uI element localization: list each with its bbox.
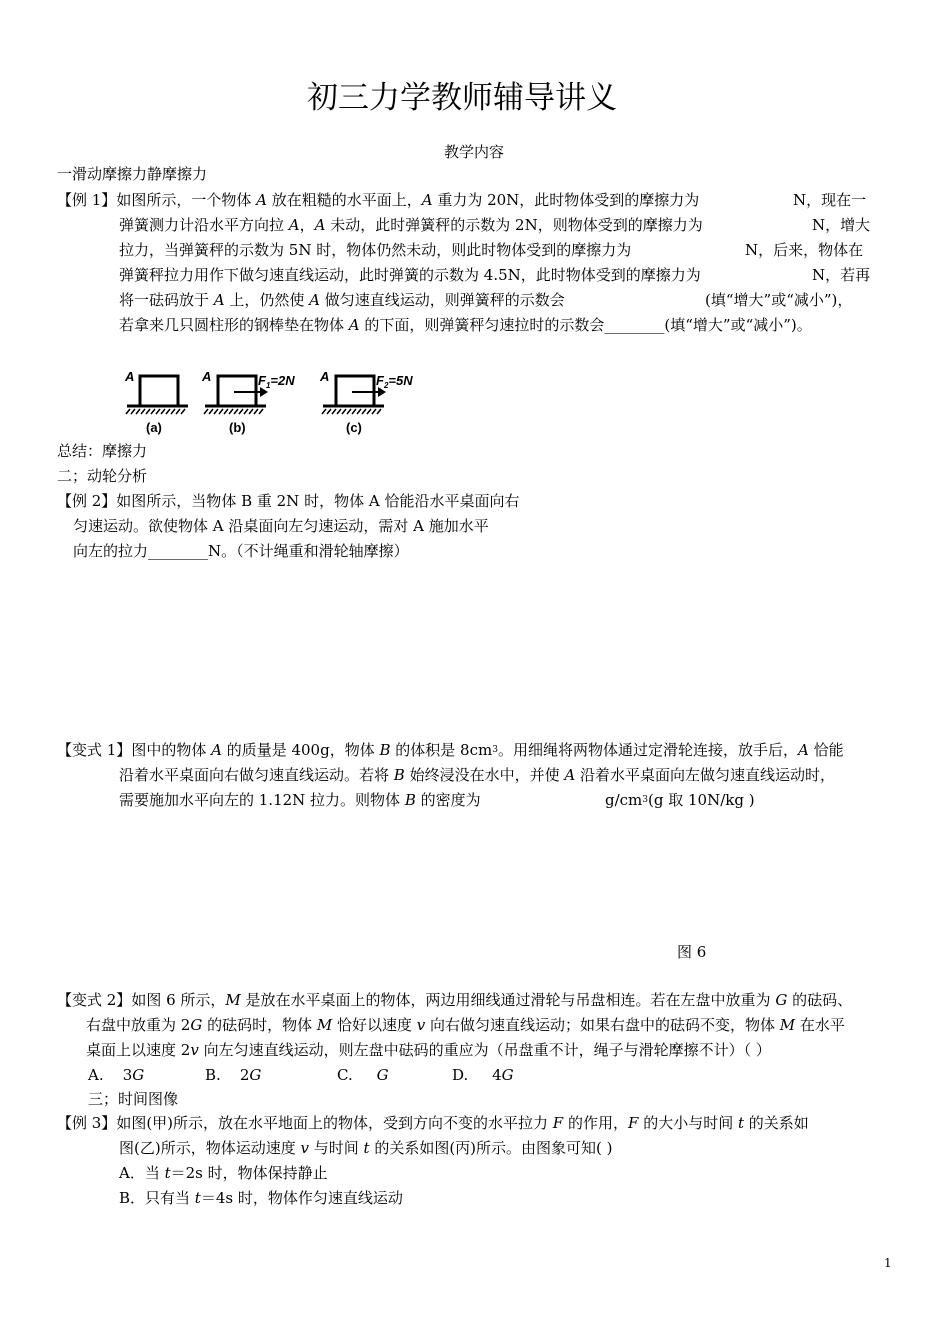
section-3-heading: 三；时间图像 bbox=[88, 1090, 179, 1108]
caption-c: (c) bbox=[346, 420, 362, 435]
example-3-line-1: 【例 3】如图(甲)所示，放在水平地面上的物体，受到方向不变的水平拉力 F 的作用，F 的大小与时间 t 的关系如 bbox=[57, 1114, 809, 1132]
example-1-tag: 【例 1】 bbox=[57, 191, 117, 209]
variant-2-line-1: 【变式 2】如图 6 所示，M 是放在水平桌面上的物体，两边用细线通过滑轮与吊盘相连。若在左盘中放重为 G 的砝码、 bbox=[57, 991, 853, 1009]
example-2-line-1: 【例 2】如图所示，当物体 B 重 2N 时，物体 A 恰能沿水平桌面向右 bbox=[57, 492, 520, 510]
subtitle: 教学内容 bbox=[444, 143, 505, 161]
example-1-line-1: 【例 1】如图所示，一个物体 A 放在粗糙的水平面上，A 重力为 20N，此时物体受到的摩擦力为 bbox=[57, 191, 700, 209]
option-a: A. 3G bbox=[88, 1066, 145, 1084]
label-f2: $F_2=5N$ bbox=[376, 373, 413, 390]
variant-1-line-3-end: $g/cm^3(g$ 取 10N/kg ) bbox=[605, 791, 755, 809]
label-f1: $F_1=2N$ bbox=[258, 373, 295, 390]
variant-2-line-3: 桌面上以速度 2v 向左匀速直线运动，则左盘中砝码的重应为（吊盘重不计，绳子与滑轮摩擦不计）（ ） bbox=[86, 1041, 771, 1059]
caption-a: (a) bbox=[146, 420, 162, 435]
option-b: B. 2G bbox=[205, 1066, 262, 1084]
example-3-tag: 【例 3】 bbox=[57, 1114, 117, 1132]
option-d: D. 4G bbox=[452, 1066, 514, 1084]
block-a bbox=[140, 376, 178, 406]
variant-2-tag: 【变式 2】 bbox=[57, 991, 132, 1009]
label-a-fig-c: A bbox=[320, 369, 330, 384]
variant-1-tag: 【变式 1】 bbox=[57, 741, 132, 759]
example-1-line-1-end: N，现在一 bbox=[793, 191, 867, 209]
option-c: C. G bbox=[337, 1066, 389, 1084]
variant-1-line-3: 需要施加水平向左的 1.12N 拉力。则物体 B 的密度为 bbox=[119, 791, 481, 809]
label-a-fig-b: A bbox=[202, 369, 212, 384]
section-2-heading: 二；动轮分析 bbox=[57, 467, 148, 485]
variant-1-line-2: 沿着水平桌面向右做匀速直线运动。若将 B 始终浸没在水中，并使 A 沿着水平桌面向左做匀速直线运动时， bbox=[119, 766, 835, 784]
page-title: 初三力学教师辅导讲义 bbox=[307, 80, 617, 116]
example-3-option-a: A．当 t＝2s 时，物体保持静止 bbox=[119, 1164, 328, 1182]
variant-2-line-2: 右盘中放重为 2G 的砝码时，物体 M 恰好以速度 v 向右做匀速直线运动；如果右盘中的砝码不变，物体 M 在水平 bbox=[86, 1016, 845, 1034]
summary-line: 总结：摩擦力 bbox=[57, 442, 148, 460]
example-1-line-6: 若拿来几只圆柱形的钢棒垫在物体 A 的下面，则弹簧秤匀速拉时的示数会________(填“增大”或“减小”)。 bbox=[119, 316, 812, 334]
example-2-line-2: 匀速运动。欲使物体 A 沿桌面向左匀速运动，需对 A 施加水平 bbox=[73, 517, 489, 535]
variant-1-line-1: 【变式 1】图中的物体 A 的质量是 400g，物体 B 的体积是 $8cm^3$。用细绳将两物体通过定滑轮连接，放手后，A 恰能 bbox=[57, 741, 844, 759]
example-3-line-2: 图(乙)所示，物体运动速度 v 与时间 t 的关系如图(丙)所示。由图象可知( ) bbox=[119, 1139, 613, 1157]
label-a-fig-a: A bbox=[125, 369, 135, 384]
example-1-line-5: 将一砝码放于 A 上，仍然使 A 做匀速直线运动，则弹簧秤的示数会 bbox=[119, 291, 565, 309]
example-2-line-3: 向左的拉力________N。（不计绳重和滑轮轴摩擦） bbox=[73, 542, 409, 560]
figure-a bbox=[126, 376, 188, 414]
example-1-line-2: 弹簧测力计沿水平方向拉 A，A 未动，此时弹簧秤的示数为 2N，则物体受到的摩擦力为 bbox=[119, 216, 703, 234]
example-1-line-4: 弹簧秤拉力用作下做匀速直线运动，此时弹簧的示数为 4.5N，此时物体受到的摩擦力为 bbox=[119, 266, 701, 284]
example-3-option-b: B．只有当 t＝4s 时，物体作匀速直线运动 bbox=[119, 1189, 403, 1207]
example-1-line-2-end: N，增大 bbox=[812, 216, 871, 234]
page-number: 1 bbox=[884, 1256, 892, 1270]
section-1-heading: 一滑动摩擦力静摩擦力 bbox=[57, 165, 208, 183]
example-1-line-3: 拉力，当弹簧秤的示数为 5N 时，物体仍然未动，则此时物体受到的摩擦力为 bbox=[119, 241, 632, 259]
figure-6-caption: 图 6 bbox=[677, 943, 707, 961]
example-1-line-4-end: N，若再 bbox=[812, 266, 871, 284]
answer-blank: ________ bbox=[604, 316, 665, 334]
example-1-line-5-end: (填“增大”或“减小”)， bbox=[705, 291, 853, 309]
example-1-line-3-end: N，后来，物体在 bbox=[745, 241, 864, 259]
friction-figure bbox=[122, 368, 432, 438]
caption-b: (b) bbox=[229, 420, 246, 435]
